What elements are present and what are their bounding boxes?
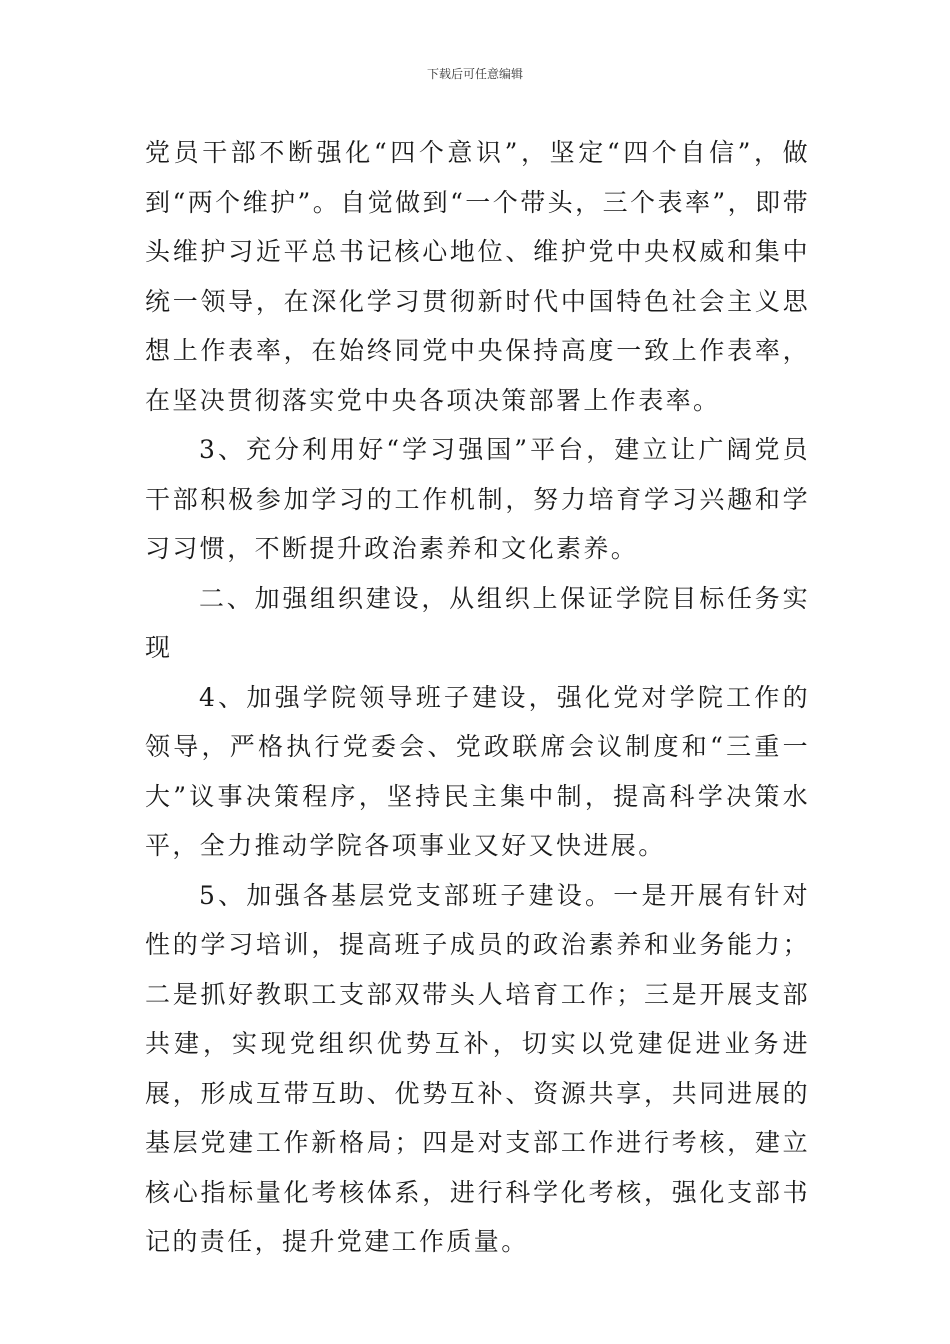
paragraph-4: 4、加强学院领导班子建设，强化党对学院工作的领导，严格执行党委会、党政联席会议制度和“三重一大”议事决策程序，坚持民主集中制，提高科学决策水平，全力推动学院各项事业又好又快进展。 [145,682,810,860]
document-body [145,128,810,1267]
paragraph-2: 3、充分利用好“学习强国”平台，建立让广阔党员干部积极参加学习的工作机制，努力培育学习兴趣和学习习惯，不断提升政治素养和文化素养。 [145,435,810,563]
page-header-note: 下载后可任意编辑 [426,67,523,81]
section-heading-2: 二、加强组织建设，从组织上保证学院目标任务实现 [145,583,810,662]
paragraph-5: 5、加强各基层党支部班子建设。一是开展有针对性的学习培训，提高班子成员的政治素养和业务能力；二是抓好教职工支部双带头人培育工作；三是开展支部共建，实现党组织优势互补，切实以党建促进业务进展，形成互带互助、优势互补、资源共享，共同进展的基层党建工作新格局；四是对支部工作进行考核，建立核心指标量化考核体系，进行科学化考核，强化支部书记的责任，提升党建工作质量。 [145,880,810,1256]
paragraph-1: 党员干部不断强化“四个意识”，坚定“四个自信”，做到“两个维护”。自觉做到“一个带头，三个表率”，即带头维护习近平总书记核心地位、维护党中央权威和集中统一领导，在深化学习贯彻新时代中国特色社会主义思想上作表率，在始终同党中央保持高度一致上作表率，在坚决贯彻落实党中央各项决策部署上作表率。 [145,138,810,415]
